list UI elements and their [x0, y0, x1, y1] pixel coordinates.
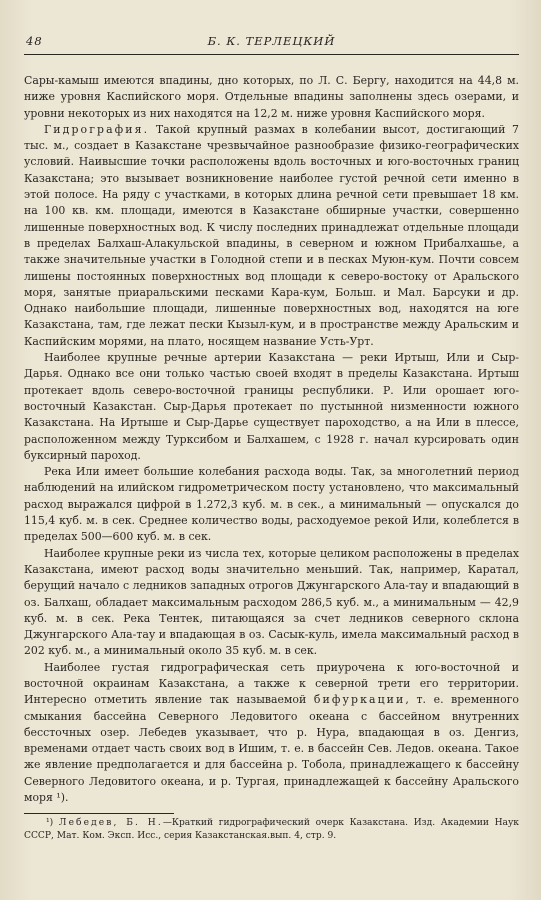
paragraph-text: Наиболее густая гидрографическая сеть приурочена к юго-восточной и восточной окраинам Казакстана, а также к северной трети его территории. Интересно отметить явление так называемой [24, 660, 519, 707]
paragraph [24, 350, 519, 464]
paragraph-text: , т. е. временного смыкания бассейна Северного Ледовитого океана с бассейном внутренних бессточных озер. Лебедев указывает, что р. Нура, впадающая в оз. Денгиз, временами отдает часть своих вод в Ишим, т. е. в бассейн Сев. Ледов. океана. Такое же явление предполагается и для бассейна р. Тобола, принадлежащего к бассейну Северного Ледовитого океана, и р. Тургая, принадлежащей к бассейну Аральского моря ¹). [24, 693, 519, 805]
paragraph [24, 546, 519, 660]
paragraph-text: Наиболее крупные речные артерии Казакстана — реки Иртыш, Или и Сыр-Дарья. Однако все они только частью своей входят в пределы Казакстана. Иртыш протекает вдоль северо-восточной границы республики. Р. Или орошает юго-восточный Казакстан. Сыр-Дарья протекает по пустынной низменности южного Казакстана. На Иртыше и Сыр-Дарье существует пароходство, а на Или в плессе, расположенном между Турксибом и Балхашем, с 1928 г. начал курсировать один буксирный пароход. [24, 351, 519, 462]
page-header [24, 30, 519, 55]
footnote [24, 817, 519, 843]
spaced-term: Гидрография. [44, 122, 150, 136]
footnote-author: Лебедев, Б. Н. [58, 818, 163, 829]
footnote-text: —Краткий гидрографический очерк Казакстана. Изд. Академии Наук СССР, Мат. Ком. Эксп. Исс., серия Казакстанская.вып. 4, стр. 9. [24, 818, 519, 842]
running-head: Б. К. ТЕРЛЕЦКИЙ [207, 34, 336, 48]
body-text [24, 73, 519, 806]
paragraph-text: Такой крупный размах в колебании высот, достигающий 7 тыс. м., создает в Казакстане чрезвычайное разнообразие физико-географических условий. Наивысшие точки расположены вдоль восточных и юго-восточных границ Казакстана; это вызывает возникновение наиболее густой речной сети именно в этой полосе. На ряду с участками, в которых длина речной сети превышает 18 км. на 100 кв. км. площади, имеются в Казакстане обширные участки, совершенно лишенные поверхностных вод. К числу последних принадлежат отдельные площади в пределах Балхаш-Алакульской впадины, в северном и южном Прибалхашье, а также значительные участки в Голодной степи и в песках Муюн-кум. Почти совсем лишены постоянных поверхностных вод площади к северо-востоку от Аральского моря, занятые приаральскими песками Кара-кум, Больш. и Мал. Барсуки и др. Однако наибольшие площади, лишенные поверхностных вод, находятся на юге Казакстана, там, где лежат пески Кызыл-кум, и в пространстве между Аральским и Каспийским морями, на плато, носящем название Усть-Урт. [24, 122, 519, 348]
paragraph [24, 660, 519, 807]
paragraph-text: Наиболее крупные реки из числа тех, которые целиком расположены в пределах Казакстана, имеют расход воды значительно меньший. Так, например, Каратал, берущий начало с ледников западных отрогов Джунгарского Ала-тау и впадающий в оз. Балхаш, обладает максимальным расходом 286,5 куб. м., а минимальным — 42,9 куб. м. в сек. Река Тентек, питающаяся за счет ледников северного склона Джунгарского Ала-тау и впадающая в оз. Сасык-куль, имела максимальный расход в 202 куб. м., а минимальный около 35 куб. м. в сек. [24, 546, 519, 658]
paragraph [24, 73, 519, 122]
page-number: 48 [26, 34, 43, 48]
paragraph-text: Река Или имеет большие колебания расхода воды. Так, за многолетний период наблюдений на илийском гидрометрическом посту установлено, что максимальный расход выражался цифрой в 1.272,3 куб. м. в сек., а минимальный — опускался до 115,4 куб. м. в сек. Среднее количество воды, расходуемое рекой Или, колеблется в пределах 500—600 куб. м. в сек. [24, 465, 519, 544]
footnote-marker: ¹) [46, 818, 59, 829]
paragraph-text: Сары-камыш имеются впадины, дно которых, по Л. С. Бергу, находится на 44,8 м. ниже уровня Каспийского моря. Отдельные впадины заполнены здесь озерами, и уровни некоторых из них находятся на 12,2 м. ниже уровня Каспийского моря. [24, 74, 519, 120]
footnote-divider [24, 813, 174, 814]
paragraph [24, 464, 519, 545]
spaced-term: бифуркации [313, 693, 406, 707]
paragraph [24, 122, 519, 350]
